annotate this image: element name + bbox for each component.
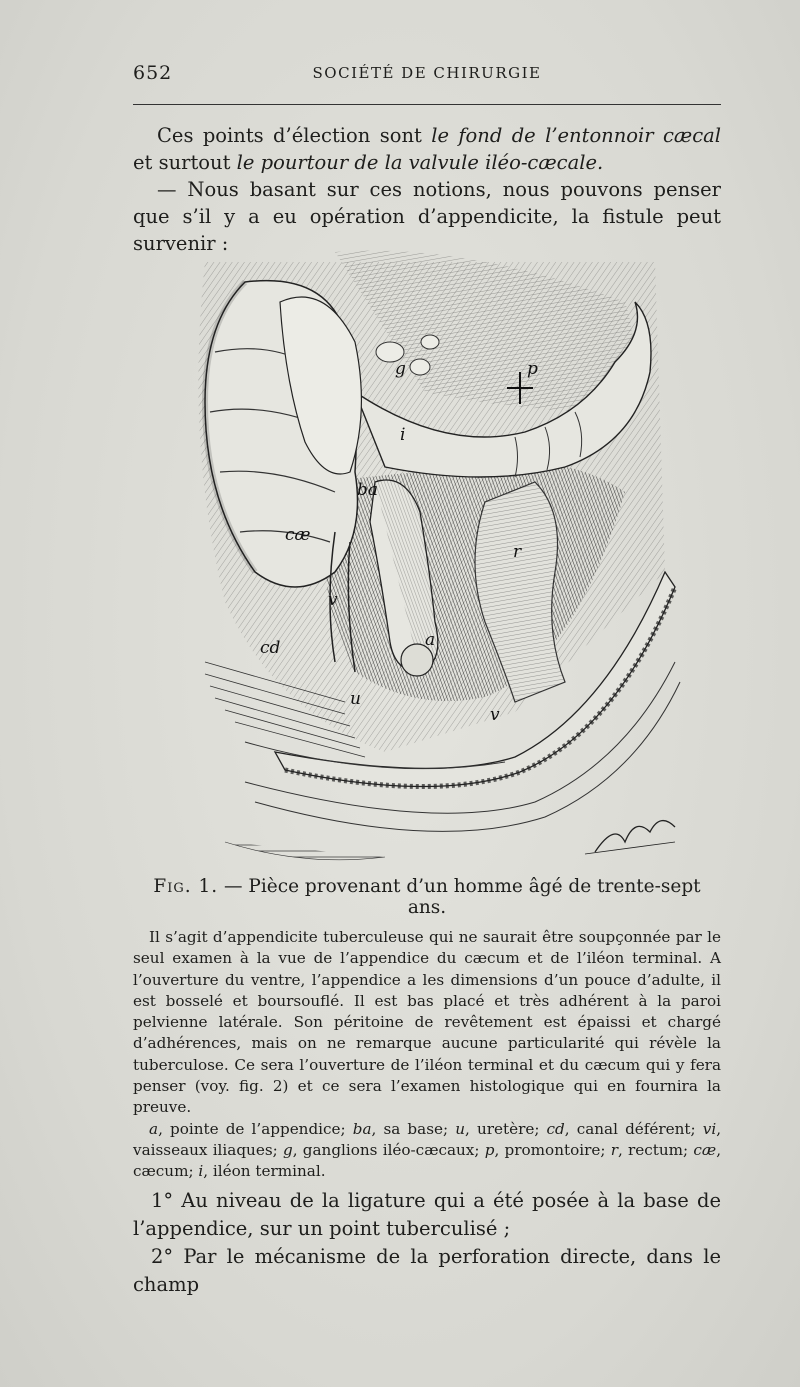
label-v-left: v — [328, 590, 338, 610]
point-2: 2° Par le mécanisme de la perforation directe, dans le champ — [133, 1245, 721, 1296]
legend-key-cd: cd — [546, 1119, 565, 1138]
caption-text: — Pièce provenant d’un homme âgé de trente-sept ans. — [218, 876, 701, 918]
legend-text-cd: , canal déférent; — [564, 1119, 703, 1138]
figure-number: Fig. 1. — [153, 876, 219, 897]
figure-caption — [133, 876, 721, 918]
legend-key-u: u — [455, 1119, 466, 1138]
label-r: r — [513, 542, 522, 562]
legend-key-cae: cæ — [693, 1140, 717, 1159]
label-g: g — [395, 359, 406, 379]
page-number: 652 — [133, 62, 173, 84]
legend-text-a: , pointe de l’appendice; — [158, 1119, 353, 1138]
legend-key-p: p — [484, 1140, 495, 1159]
anatomical-illustration — [185, 242, 685, 867]
legend-key-a: a — [149, 1119, 159, 1138]
intro-p1-text-a: Ces points d’élection sont — [157, 124, 432, 147]
legend-text-u: , uretère; — [465, 1119, 547, 1138]
legend-key-r: r — [610, 1140, 618, 1159]
label-ba: ba — [357, 480, 379, 500]
legend-key-ba: ba — [352, 1119, 372, 1138]
running-title: SOCIÉTÉ DE CHIRURGIE — [312, 64, 542, 82]
label-u: u — [350, 689, 361, 709]
intro-paragraph-2: — Nous basant sur ces notions, nous pouvons penser que s’il y a eu opération d’appendicite, la fistule peut survenir : — [133, 178, 721, 255]
legend-key-i: i — [198, 1162, 204, 1181]
anatomical-figure — [185, 242, 685, 867]
legend-text-vi: , vaisseaux iliaques; — [133, 1119, 722, 1159]
label-a: a — [425, 630, 436, 650]
label-cd: cd — [260, 638, 281, 658]
numbered-points — [133, 1187, 721, 1299]
intro-p1-text-b: et surtout — [133, 151, 237, 174]
intro-paragraph-1 — [133, 122, 721, 176]
header-rule — [133, 104, 721, 105]
intro-p1-italic-a: le fond de l’entonnoir cæcal — [431, 124, 721, 147]
intro-p1-italic-b: le pourtour de la valvule iléo-cæcale. — [236, 151, 604, 174]
label-p: p — [527, 359, 538, 379]
legend-text-ba: , sa base; — [371, 1119, 456, 1138]
label-v-bottom: v — [490, 705, 500, 725]
legend-text-r: , rectum; — [617, 1140, 694, 1159]
legend-key-vi: vi — [702, 1119, 717, 1138]
label-cae: cæ — [285, 525, 311, 545]
figure-description — [133, 927, 721, 1183]
point-1: 1° Au niveau de la ligature qui a été posée à la base de l’appendice, sur un point tuberculisé ; — [133, 1189, 721, 1240]
description-paragraph: Il s’agit d’appendicite tuberculeuse qui ne saurait être soupçonnée par le seul examen à la vue de l’appendice du cæcum et de l’iléon terminal. A l’ouverture du ventre, l’appendice a les dimensions d’un pouce d’adulte, il est bosselé et boursouflé. Il est bas placé et très adhérent à la paroi pelvienne latérale. Son péritoine de revêtement est épaissi et chargé d’adhérences, mais on ne remarque aucune particularité qui révèle la tuberculose. Ce sera l’ouverture de l’iléon terminal et du cæcum qui y fera penser (voy. fig. 2) et ce sera l’examen histologique qui en fournira la preuve. — [133, 928, 721, 1117]
label-i: i — [400, 425, 406, 445]
intro-text — [133, 122, 721, 257]
legend-text-cae: , cæcum; — [133, 1140, 722, 1181]
legend-text-g: , ganglions iléo-cæcaux; — [292, 1140, 485, 1159]
legend-key-g: g — [282, 1140, 293, 1159]
engraver-signature — [585, 821, 675, 854]
figure-legend — [133, 1119, 721, 1183]
legend-text-i: , iléon terminal. — [203, 1162, 326, 1181]
page-header — [133, 62, 721, 90]
legend-text-p: , promontoire; — [494, 1140, 611, 1159]
